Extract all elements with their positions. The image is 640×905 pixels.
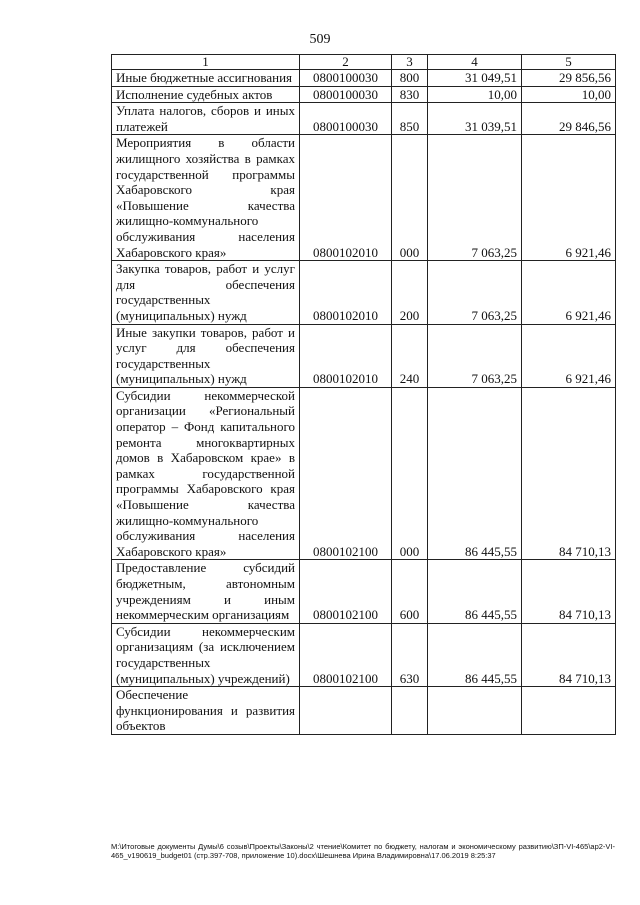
row-code: 0800102100 xyxy=(300,387,392,560)
table-row xyxy=(112,86,616,103)
table-row xyxy=(112,623,616,686)
row-expense-type: 830 xyxy=(392,86,428,103)
row-expense-type: 000 xyxy=(392,135,428,261)
row-name: Субсидии некоммерческим организациям (за исключением государственных (муниципальных) учреждений) xyxy=(112,623,300,686)
row-name: Исполнение судебных актов xyxy=(112,86,300,103)
row-expense-type: 630 xyxy=(392,623,428,686)
row-expense-type: 240 xyxy=(392,324,428,387)
table-row xyxy=(112,387,616,560)
file-path-footer: M:\Итоговые документы Думы\6 созыв\Проекты\Законы\2 чтение\Комитет по бюджету, налогам и экономическому развитию\ЗП-VI-465\ap2-VI-465_v190619_budget01 (стр.397-708, приложение 10).docx\Шешнева Ирина Владимировна\17.06.2019 8:25:37 xyxy=(111,842,615,860)
row-amount-col4: 86 445,55 xyxy=(428,623,522,686)
row-name: Иные закупки товаров, работ и услуг для обеспечения государственных (муниципальных) нужд xyxy=(112,324,300,387)
table-row xyxy=(112,687,616,735)
column-header: 1 xyxy=(112,55,300,70)
row-amount-col4: 86 445,55 xyxy=(428,560,522,623)
budget-table xyxy=(111,54,616,735)
row-amount-col4: 10,00 xyxy=(428,86,522,103)
row-amount-col5: 10,00 xyxy=(522,86,616,103)
row-name: Иные бюджетные ассигнования xyxy=(112,70,300,87)
page-number: 509 xyxy=(309,32,331,47)
row-amount-col5: 84 710,13 xyxy=(522,560,616,623)
row-name: Обеспечение функционирования и развития объектов xyxy=(112,687,300,735)
row-name: Мероприятия в области жилищного хозяйства в рамках государственной программы Хабаровского края «Повышение качества жилищно-коммунального обслуживания населения Хабаровского края» xyxy=(112,135,300,261)
row-amount-col5: 6 921,46 xyxy=(522,135,616,261)
row-expense-type: 600 xyxy=(392,560,428,623)
row-expense-type: 200 xyxy=(392,261,428,324)
row-amount-col5: 29 856,56 xyxy=(522,70,616,87)
row-name: Субсидии некоммерческой организации «Региональный оператор – Фонд капитального ремонта многоквартирных домов в Хабаровском крае» в рамках государственной программы Хабаровского края «Повышение качества жилищно-коммунального обслуживания населения Хабаровского края» xyxy=(112,387,300,560)
row-code: 0800102010 xyxy=(300,324,392,387)
row-amount-col4 xyxy=(428,687,522,735)
row-amount-col4: 31 049,51 xyxy=(428,70,522,87)
row-expense-type: 000 xyxy=(392,387,428,560)
row-code: 0800102010 xyxy=(300,135,392,261)
row-code: 0800102100 xyxy=(300,623,392,686)
table-row xyxy=(112,135,616,261)
row-code xyxy=(300,687,392,735)
row-name: Предоставление субсидий бюджетным, автономным учреждениям и иным некоммерческим организациям xyxy=(112,560,300,623)
row-amount-col5: 84 710,13 xyxy=(522,387,616,560)
table-header-row xyxy=(112,55,616,70)
row-amount-col5 xyxy=(522,687,616,735)
row-amount-col5: 6 921,46 xyxy=(522,324,616,387)
row-amount-col4: 7 063,25 xyxy=(428,135,522,261)
column-header: 4 xyxy=(428,55,522,70)
row-expense-type xyxy=(392,687,428,735)
row-amount-col5: 29 846,56 xyxy=(522,103,616,135)
row-expense-type: 850 xyxy=(392,103,428,135)
row-amount-col4: 7 063,25 xyxy=(428,261,522,324)
table-row xyxy=(112,324,616,387)
table-row xyxy=(112,261,616,324)
column-header: 2 xyxy=(300,55,392,70)
row-amount-col5: 84 710,13 xyxy=(522,623,616,686)
table-row xyxy=(112,103,616,135)
row-amount-col5: 6 921,46 xyxy=(522,261,616,324)
row-code: 0800102010 xyxy=(300,261,392,324)
column-header: 3 xyxy=(392,55,428,70)
row-code: 0800100030 xyxy=(300,103,392,135)
row-code: 0800100030 xyxy=(300,86,392,103)
row-amount-col4: 86 445,55 xyxy=(428,387,522,560)
row-name: Уплата налогов, сборов и иных платежей xyxy=(112,103,300,135)
column-header: 5 xyxy=(522,55,616,70)
row-code: 0800100030 xyxy=(300,70,392,87)
row-expense-type: 800 xyxy=(392,70,428,87)
row-code: 0800102100 xyxy=(300,560,392,623)
row-amount-col4: 7 063,25 xyxy=(428,324,522,387)
table-row xyxy=(112,560,616,623)
row-name: Закупка товаров, работ и услуг для обеспечения государственных (муниципальных) нужд xyxy=(112,261,300,324)
row-amount-col4: 31 039,51 xyxy=(428,103,522,135)
table-row xyxy=(112,70,616,87)
